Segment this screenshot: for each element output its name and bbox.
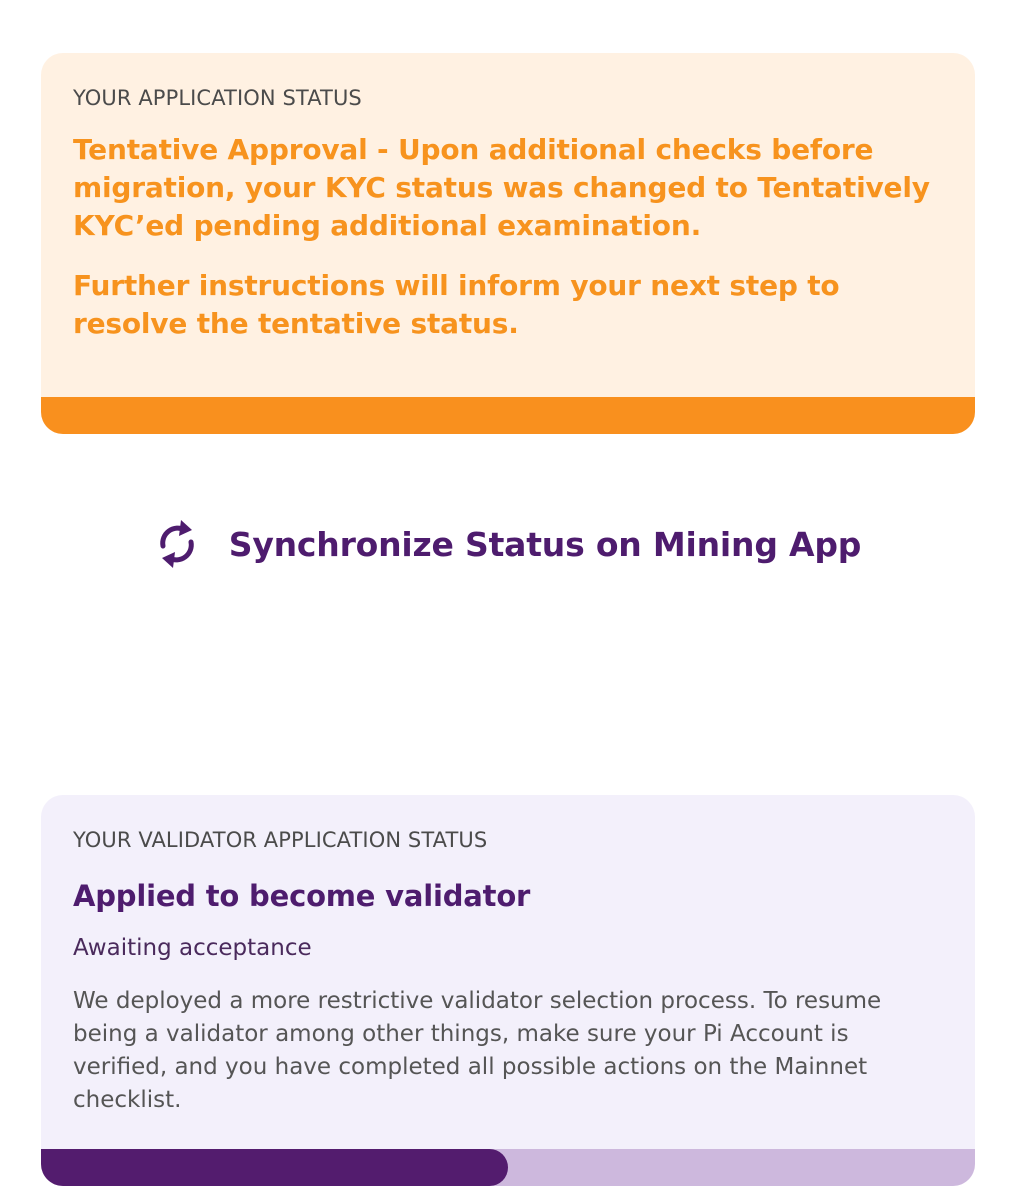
sync-icon: [155, 516, 199, 572]
validator-progress-fill: [41, 1149, 508, 1186]
validator-status-description: We deployed a more restrictive validator selection process. To resume being a validator among other things, make sure your Pi Account is verified, and you have completed all possible actions on the Mainnet checklist.: [73, 988, 882, 1113]
application-status-instructions: Further instructions will inform your next step to resolve the tentative status.: [73, 269, 840, 340]
application-status-bar: [41, 397, 975, 434]
validator-status-card: [41, 795, 975, 1186]
application-status-message: Tentative Approval - Upon additional checks before migration, your KYC status was changed to Tentatively KYC’ed pending additional examination.: [73, 133, 930, 242]
synchronize-status-button[interactable]: [0, 512, 1016, 576]
validator-status-subtitle: Awaiting acceptance: [73, 935, 312, 961]
application-status-card: [41, 53, 975, 434]
synchronize-status-label: Synchronize Status on Mining App: [228, 524, 862, 564]
application-status-label: YOUR APPLICATION STATUS: [73, 86, 362, 110]
validator-status-title: Applied to become validator: [73, 879, 531, 913]
validator-progress-track: [41, 1149, 975, 1186]
validator-status-label: YOUR VALIDATOR APPLICATION STATUS: [73, 828, 488, 852]
